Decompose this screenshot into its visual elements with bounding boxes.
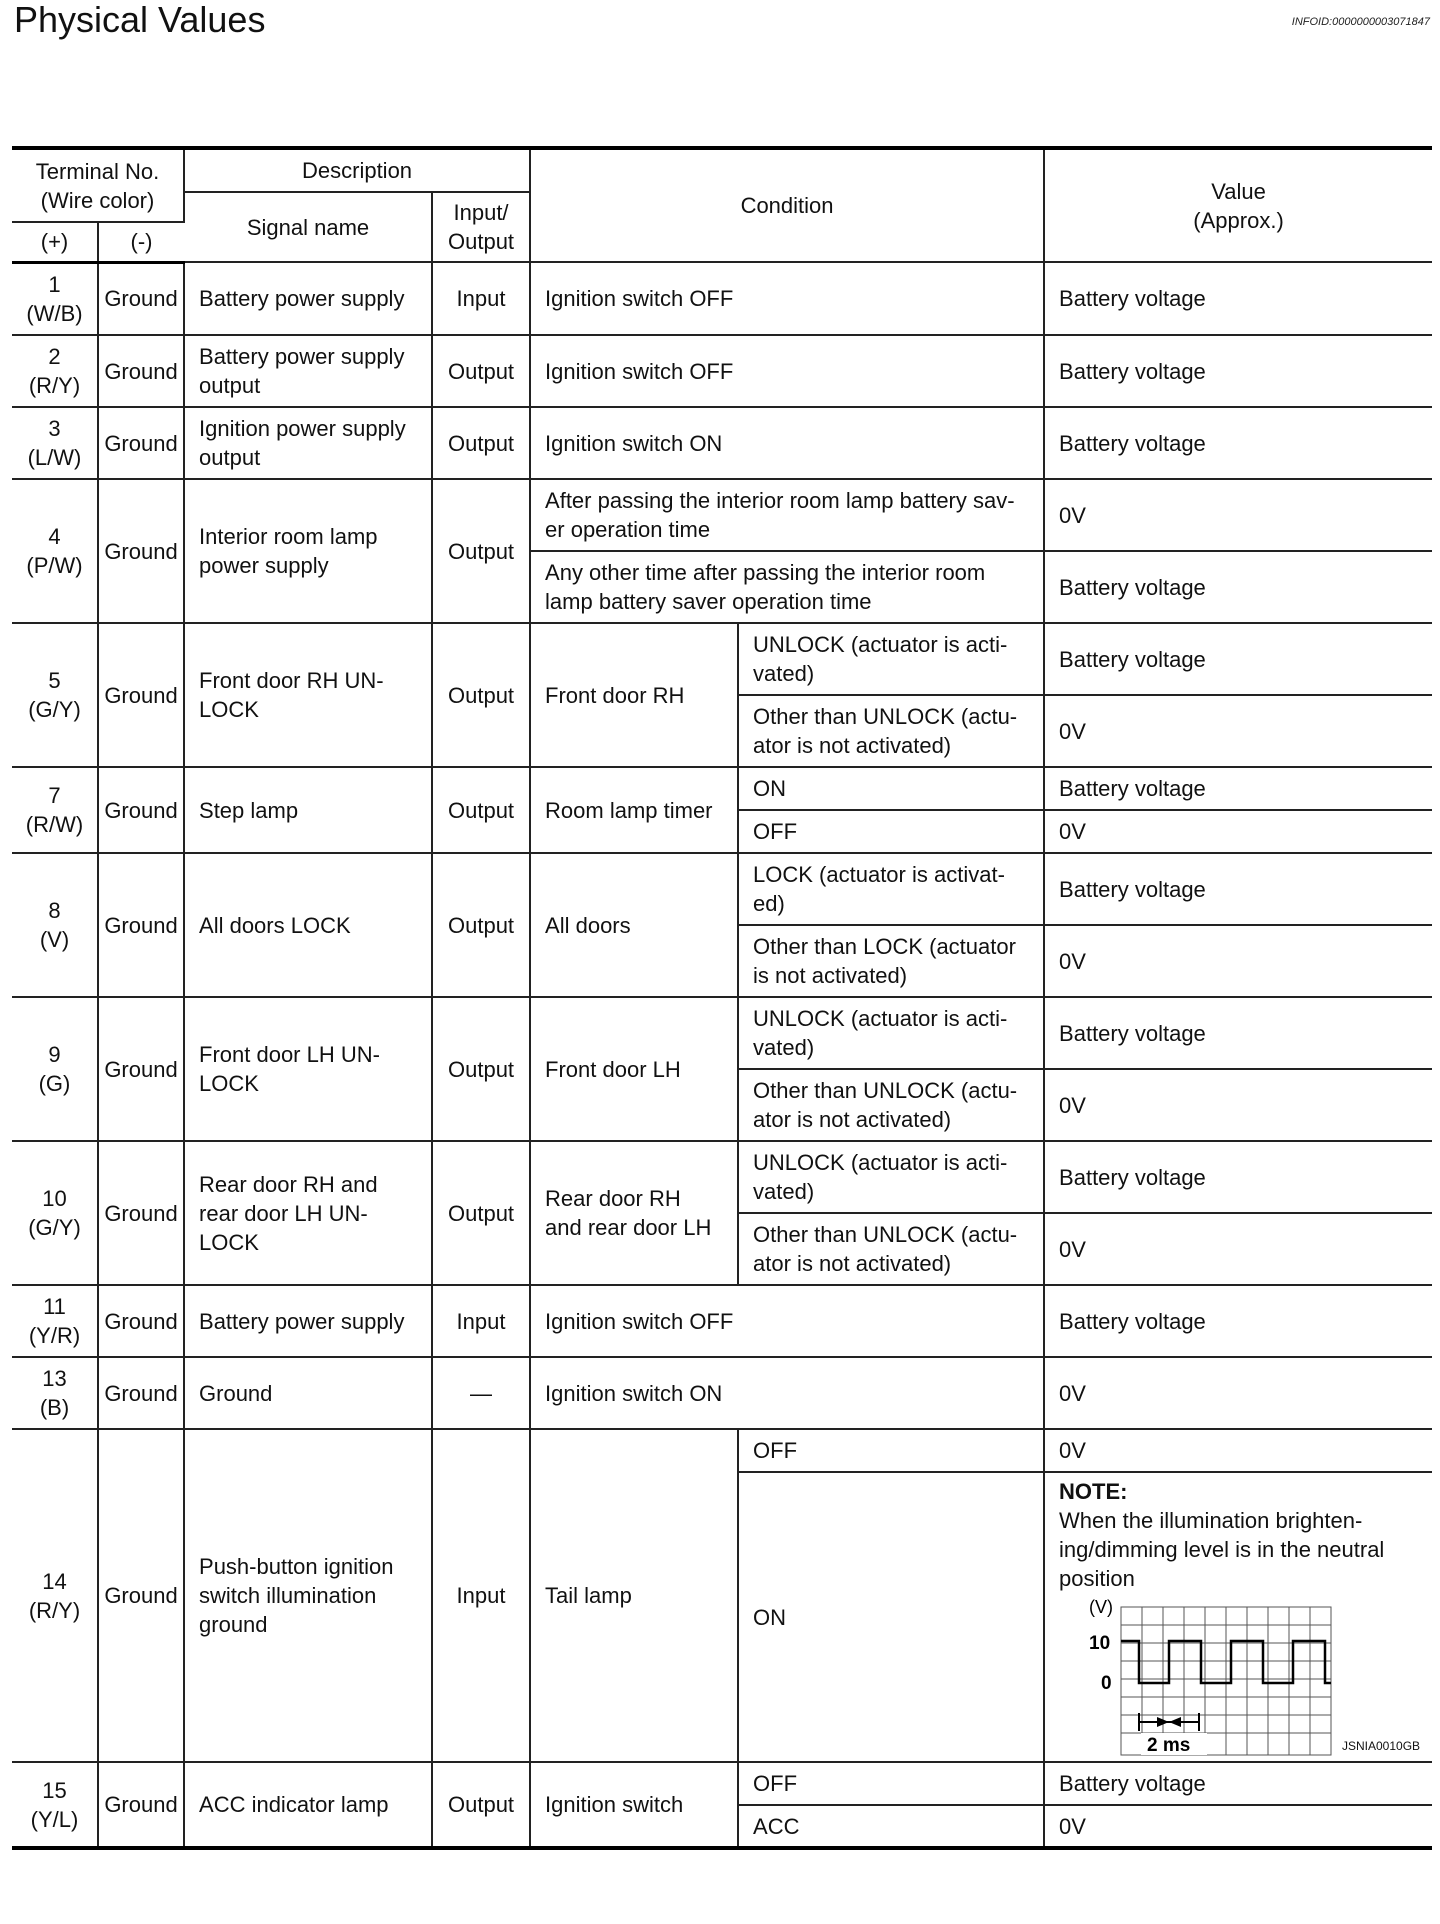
- terminal-plus: 4 (P/W): [12, 479, 98, 623]
- input-output: Output: [432, 623, 530, 767]
- value: Battery voltage: [1044, 1285, 1432, 1357]
- terminal-minus: Ground: [98, 407, 184, 479]
- scope-unit-label: (V): [1089, 1599, 1114, 1617]
- condition: Ignition switch ON: [530, 1357, 1044, 1429]
- sub-condition: OFF: [738, 1762, 1044, 1805]
- condition: Rear door RH and rear door LH: [530, 1141, 738, 1285]
- input-output: Output: [432, 767, 530, 853]
- table-row: [12, 1357, 1432, 1429]
- input-output: Input: [432, 1429, 530, 1762]
- terminal-minus: Ground: [98, 1429, 184, 1762]
- signal-name: ACC indicator lamp: [184, 1762, 432, 1848]
- signal-name: Battery power supply: [184, 1285, 432, 1357]
- note-text: When the illumination brighten- ing/dimming level is in the neutral position: [1059, 1508, 1385, 1591]
- value: 0V: [1044, 810, 1432, 853]
- condition: All doors: [530, 853, 738, 997]
- signal-name: All doors LOCK: [184, 853, 432, 997]
- value: Battery voltage: [1044, 335, 1432, 407]
- input-output: Output: [432, 479, 530, 623]
- value: 0V: [1044, 1805, 1432, 1848]
- value: Battery voltage: [1044, 623, 1432, 695]
- input-output: Output: [432, 407, 530, 479]
- value: 0V: [1044, 695, 1432, 767]
- terminal-plus: 5 (G/Y): [12, 623, 98, 767]
- condition: Any other time after passing the interior room lamp battery saver operation time: [530, 551, 1044, 623]
- terminal-plus: 1 (W/B): [12, 262, 98, 335]
- signal-name: Push-button ignition switch illumination ground: [184, 1429, 432, 1762]
- terminal-minus: Ground: [98, 1762, 184, 1848]
- table-row: [12, 262, 1432, 335]
- sub-condition: ON: [738, 1472, 1044, 1762]
- signal-name: Battery power supply: [184, 262, 432, 335]
- terminal-minus: Ground: [98, 623, 184, 767]
- condition: Room lamp timer: [530, 767, 738, 853]
- terminal-minus: Ground: [98, 1357, 184, 1429]
- note-cell: [1044, 1472, 1432, 1762]
- table-row: [12, 1141, 1432, 1213]
- figure-code: JSNIA0010GB: [1342, 1739, 1421, 1753]
- terminal-plus: 10 (G/Y): [12, 1141, 98, 1285]
- sub-condition: ACC: [738, 1805, 1044, 1848]
- value: 0V: [1044, 925, 1432, 997]
- sub-condition: UNLOCK (actuator is acti- vated): [738, 1141, 1044, 1213]
- physical-values-table: [12, 146, 1432, 1850]
- value: Battery voltage: [1044, 997, 1432, 1069]
- input-output: Input: [432, 1285, 530, 1357]
- scope-y-high: 10: [1089, 1633, 1111, 1654]
- table-row: [12, 1429, 1432, 1472]
- input-output: Output: [432, 997, 530, 1141]
- input-output: Output: [432, 853, 530, 997]
- condition: After passing the interior room lamp battery sav- er operation time: [530, 479, 1044, 551]
- value: 0V: [1044, 1357, 1432, 1429]
- header-plus: (+): [12, 222, 98, 262]
- terminal-plus: 13 (B): [12, 1357, 98, 1429]
- value: 0V: [1044, 1213, 1432, 1285]
- input-output: Output: [432, 1762, 530, 1848]
- header-terminal: Terminal No. (Wire color): [12, 148, 184, 222]
- sub-condition: Other than LOCK (actuator is not activated): [738, 925, 1044, 997]
- note-title: NOTE:: [1059, 1479, 1128, 1504]
- terminal-minus: Ground: [98, 767, 184, 853]
- value: Battery voltage: [1044, 262, 1432, 335]
- scope-grid: [1121, 1607, 1331, 1755]
- condition: Ignition switch: [530, 1762, 738, 1848]
- time-scale-arrow: [1139, 1713, 1199, 1731]
- sub-condition: Other than UNLOCK (actu- ator is not activated): [738, 1069, 1044, 1141]
- sub-condition: OFF: [738, 1429, 1044, 1472]
- value: Battery voltage: [1044, 551, 1432, 623]
- sub-condition: LOCK (actuator is activat- ed): [738, 853, 1044, 925]
- sub-condition: Other than UNLOCK (actu- ator is not activated): [738, 695, 1044, 767]
- condition: Tail lamp: [530, 1429, 738, 1762]
- signal-name: Battery power supply output: [184, 335, 432, 407]
- terminal-plus: 15 (Y/L): [12, 1762, 98, 1848]
- table-row: [12, 335, 1432, 407]
- table-row: [12, 997, 1432, 1069]
- input-output: Output: [432, 1141, 530, 1285]
- sub-condition: ON: [738, 767, 1044, 810]
- terminal-plus: 14 (R/Y): [12, 1429, 98, 1762]
- signal-name: Ignition power supply output: [184, 407, 432, 479]
- header-signal-name: Signal name: [184, 192, 432, 262]
- terminal-plus: 9 (G): [12, 997, 98, 1141]
- table-row: [12, 1285, 1432, 1357]
- terminal-minus: Ground: [98, 262, 184, 335]
- value: Battery voltage: [1044, 1762, 1432, 1805]
- terminal-plus: 2 (R/Y): [12, 335, 98, 407]
- terminal-minus: Ground: [98, 997, 184, 1141]
- signal-name: Front door RH UN- LOCK: [184, 623, 432, 767]
- info-id: INFOID:0000000003071847: [1291, 16, 1430, 28]
- value: Battery voltage: [1044, 407, 1432, 479]
- value: Battery voltage: [1044, 767, 1432, 810]
- header-minus: (-): [98, 222, 184, 262]
- signal-name: Interior room lamp power supply: [184, 479, 432, 623]
- input-output: —: [432, 1357, 530, 1429]
- sub-condition: Other than UNLOCK (actu- ator is not activated): [738, 1213, 1044, 1285]
- signal-name: Rear door RH and rear door LH UN- LOCK: [184, 1141, 432, 1285]
- condition: Ignition switch OFF: [530, 335, 1044, 407]
- value: Battery voltage: [1044, 853, 1432, 925]
- terminal-minus: Ground: [98, 1285, 184, 1357]
- condition: Ignition switch OFF: [530, 1285, 1044, 1357]
- signal-name: Step lamp: [184, 767, 432, 853]
- header-value: Value (Approx.): [1044, 148, 1432, 262]
- signal-name: Ground: [184, 1357, 432, 1429]
- terminal-plus: 8 (V): [12, 853, 98, 997]
- table-row: [12, 623, 1432, 695]
- table-row: [12, 479, 1432, 551]
- page-title: Physical Values: [14, 0, 266, 40]
- condition: Ignition switch ON: [530, 407, 1044, 479]
- scope-y-low: 0: [1101, 1673, 1112, 1694]
- table-row: [12, 767, 1432, 810]
- terminal-minus: Ground: [98, 335, 184, 407]
- terminal-plus: 7 (R/W): [12, 767, 98, 853]
- condition: Front door LH: [530, 997, 738, 1141]
- value: Battery voltage: [1044, 1141, 1432, 1213]
- table-row: [12, 407, 1432, 479]
- input-output: Output: [432, 335, 530, 407]
- header-input-output: Input/ Output: [432, 192, 530, 262]
- table-row: [12, 1762, 1432, 1805]
- value: 0V: [1044, 479, 1432, 551]
- terminal-minus: Ground: [98, 479, 184, 623]
- value: 0V: [1044, 1429, 1432, 1472]
- condition: Ignition switch OFF: [530, 262, 1044, 335]
- signal-name: Front door LH UN- LOCK: [184, 997, 432, 1141]
- sub-condition: UNLOCK (actuator is acti- vated): [738, 997, 1044, 1069]
- oscilloscope-waveform: [1059, 1599, 1359, 1761]
- terminal-plus: 3 (L/W): [12, 407, 98, 479]
- scope-time-label: 2 ms: [1147, 1735, 1191, 1756]
- value: 0V: [1044, 1069, 1432, 1141]
- terminal-plus: 11 (Y/R): [12, 1285, 98, 1357]
- sub-condition: OFF: [738, 810, 1044, 853]
- input-output: Input: [432, 262, 530, 335]
- table-row: [12, 853, 1432, 925]
- terminal-minus: Ground: [98, 853, 184, 997]
- sub-condition: UNLOCK (actuator is acti- vated): [738, 623, 1044, 695]
- header-condition: Condition: [530, 148, 1044, 262]
- condition: Front door RH: [530, 623, 738, 767]
- terminal-minus: Ground: [98, 1141, 184, 1285]
- header-description: Description: [184, 148, 530, 192]
